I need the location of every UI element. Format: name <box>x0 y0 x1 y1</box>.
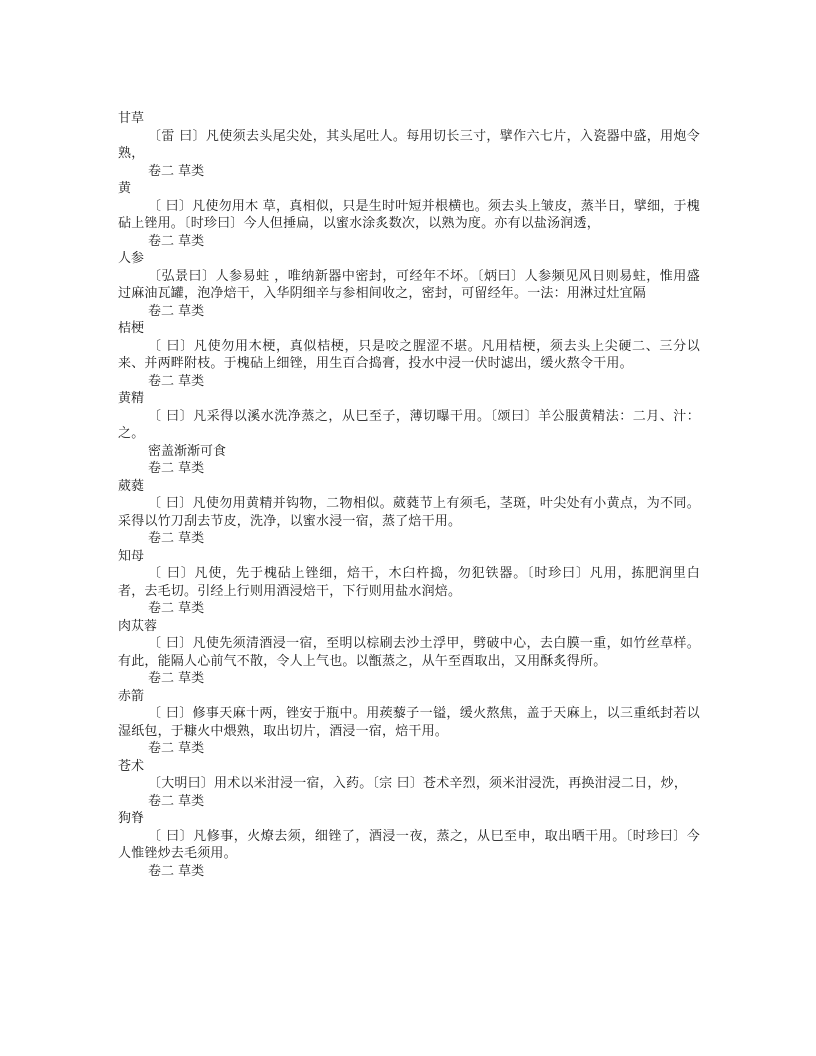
entry-text: 〔雷 曰〕凡使须去头尾尖处，其头尾吐人。每用切长三寸，擘作六七片，入瓷器中盛，用炮令熟， <box>118 128 700 161</box>
entry-renshen <box>118 250 700 320</box>
entry-title: 赤箭 <box>118 688 145 704</box>
entry-text: 〔 曰〕凡修事，火燎去须，细锉了，酒浸一夜，蒸之，从巳至申，取出晒干用。〔时珍曰〕今人惟锉炒去毛须用。 <box>118 828 700 861</box>
entry-text: 〔大明曰〕用术以米泔浸一宿，入药。〔宗 曰〕苍术辛烈，须米泔浸洗，再换泔浸二日，炒， <box>148 776 688 791</box>
entry-text: 〔 曰〕凡采得以溪水洗净蒸之，从巳至子，薄切曝干用。〔颂曰〕羊公服黄精法：二月、汁：之。 <box>118 408 700 441</box>
entry-text: 〔 曰〕凡使勿用木 草，真相似，只是生时叶短并根横也。须去头上皱皮，蒸半日，擘细，于槐砧上锉用。〔时珍曰〕今人但捶扁，以蜜水涂炙数次，以熟为度。亦有以盐汤润透， <box>118 198 700 231</box>
category-label: 卷二 草类 <box>148 373 205 389</box>
entry-title: 黄 <box>118 181 132 196</box>
entry-huang <box>118 180 700 250</box>
entry-title: 黄精 <box>118 391 145 406</box>
category-label: 卷二 草类 <box>148 531 205 546</box>
entry-title: 苍术 <box>118 758 145 774</box>
document-page <box>118 110 700 880</box>
entry-gouji <box>118 810 700 880</box>
entry-subline: 密盖渐渐可食 <box>148 443 227 459</box>
category-label: 卷二 草类 <box>148 671 205 686</box>
entry-huangjing <box>118 390 700 478</box>
category-label: 卷二 草类 <box>148 461 205 476</box>
category-label: 卷二 草类 <box>148 303 205 319</box>
entry-title: 桔梗 <box>118 321 145 336</box>
entry-text: 〔 曰〕凡使先须清酒浸一宿，至明以棕刷去沙土浮甲，劈破中心，去白膜一重，如竹丝草样。有此，能隔人心前气不散，令人上气也。以甑蒸之，从午至酉取出，又用酥炙得所。 <box>118 636 700 669</box>
entry-text: 〔 曰〕凡使勿用木梗，真似桔梗，只是咬之腥涩不堪。凡用桔梗，须去头上尖硬二、三分以来、并两畔附枝。于槐砧上细锉，用生百合捣膏，投水中浸一伏时滤出，缓火熬令干用。 <box>118 338 700 371</box>
category-label: 卷二 草类 <box>148 863 205 879</box>
entry-text: 〔 曰〕凡使勿用黄精并钩物，二物相似。葳蕤节上有须毛，茎斑，叶尖处有小黄点，为不同。采得以竹刀刮去节皮，洗净，以蜜水浸一宿，蒸了焙干用。 <box>118 496 700 529</box>
category-label: 卷二 草类 <box>148 793 205 809</box>
entry-title: 人参 <box>118 251 145 266</box>
category-label: 卷二 草类 <box>148 741 205 756</box>
entry-chijian <box>118 688 700 758</box>
entry-title: 甘草 <box>118 111 145 126</box>
entry-zhimu <box>118 548 700 618</box>
entry-title: 知母 <box>118 548 145 564</box>
entry-title: 肉苁蓉 <box>118 618 158 634</box>
entry-text: 〔 曰〕凡使，先于槐砧上锉细，焙干，木臼杵捣，勿犯铁器。〔时珍曰〕凡用，拣肥润里白者，去毛切。引经上行则用酒浸焙干，下行则用盐水润焙。 <box>118 566 700 599</box>
entry-jiegeng <box>118 320 700 390</box>
entry-title: 狗脊 <box>118 811 145 826</box>
category-label: 卷二 草类 <box>148 601 205 616</box>
entry-title: 葳蕤 <box>118 478 145 494</box>
entry-gancao <box>118 110 700 180</box>
entry-text: 〔 曰〕修事天麻十两，锉安于瓶中。用蒺藜子一镒，缓火熬焦，盖于天麻上，以三重纸封若以湿纸包，于糠火中煨熟，取出切片，酒浸一宿，焙干用。 <box>118 706 700 739</box>
entry-cangzhu <box>118 758 700 811</box>
entry-roucongrong <box>118 618 700 688</box>
entry-text: 〔弘景曰〕人参易蛀 ，唯纳新器中密封，可经年不坏。〔炳曰〕人参频见风日则易蛀，惟用盛过麻油瓦罐，泡净焙干，入华阴细辛与参相间收之，密封，可留经年。一法：用淋过灶宜隔 <box>118 268 700 301</box>
category-label: 卷二 草类 <box>148 163 205 179</box>
entry-weirui <box>118 478 700 548</box>
category-label: 卷二 草类 <box>148 233 205 249</box>
